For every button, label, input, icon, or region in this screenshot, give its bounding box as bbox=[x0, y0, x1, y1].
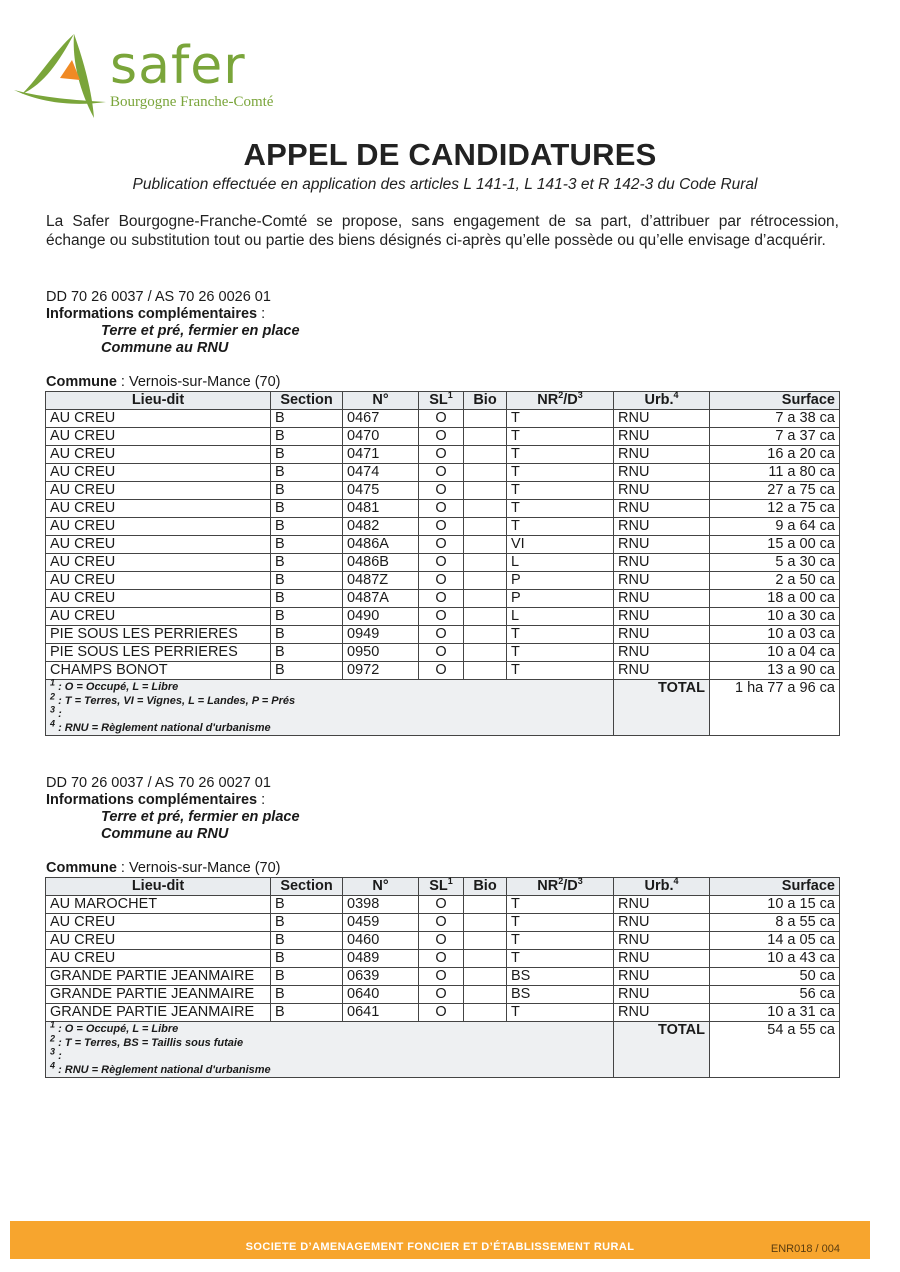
cell-numero: 0489 bbox=[343, 950, 419, 968]
cell-numero: 0475 bbox=[343, 482, 419, 500]
footer-organisation: SOCIETE D’AMENAGEMENT FONCIER ET D’ÉTABLISSEMENT RURAL bbox=[245, 1241, 635, 1253]
cell-section: B bbox=[271, 590, 343, 608]
cell-nr: T bbox=[507, 428, 614, 446]
cell-nr: T bbox=[507, 896, 614, 914]
table-header-row bbox=[46, 878, 840, 896]
cell-bio bbox=[464, 626, 507, 644]
cell-bio bbox=[464, 644, 507, 662]
cell-lieu-dit: AU CREU bbox=[46, 572, 271, 590]
cell-nr: T bbox=[507, 500, 614, 518]
info-label: Informations complémentaires bbox=[46, 306, 258, 322]
cell-section: B bbox=[271, 644, 343, 662]
notes-total-row bbox=[46, 680, 840, 736]
cell-sl: O bbox=[419, 590, 464, 608]
cell-lieu-dit: AU CREU bbox=[46, 536, 271, 554]
cell-surface: 2 a 50 ca bbox=[710, 572, 840, 590]
page-subtitle: Publication effectuée en application des articles L 141-1, L 141-3 et R 142-3 du Code Rural bbox=[132, 176, 758, 193]
cell-bio bbox=[464, 500, 507, 518]
cell-surface: 16 a 20 ca bbox=[710, 446, 840, 464]
footnote: $^2$ : T = Terres, VI = Vignes, L = Landes, P = Prés bbox=[50, 690, 296, 707]
cell-nr: T bbox=[507, 950, 614, 968]
table-row bbox=[46, 464, 840, 482]
cell-bio bbox=[464, 482, 507, 500]
cell-lieu-dit: PIE SOUS LES PERRIERES bbox=[46, 644, 271, 662]
cell-lieu-dit: AU CREU bbox=[46, 554, 271, 572]
info-heading bbox=[46, 306, 840, 323]
cell-bio bbox=[464, 428, 507, 446]
cell-section: B bbox=[271, 968, 343, 986]
cell-lieu-dit: AU CREU bbox=[46, 590, 271, 608]
footnote: $^4$ : RNU = Règlement national d'urbanisme bbox=[50, 717, 271, 734]
table-row bbox=[46, 536, 840, 554]
col-section: Section bbox=[271, 392, 343, 410]
cell-numero: 0487A bbox=[343, 590, 419, 608]
cell-surface: 8 a 55 ca bbox=[710, 914, 840, 932]
cell-urb: RNU bbox=[614, 1004, 710, 1022]
cell-bio bbox=[464, 446, 507, 464]
cell-lieu-dit: PIE SOUS LES PERRIERES bbox=[46, 626, 271, 644]
logo-wordmark: safer bbox=[110, 36, 246, 96]
cell-bio bbox=[464, 554, 507, 572]
cell-urb: RNU bbox=[614, 626, 710, 644]
cell-numero: 0470 bbox=[343, 428, 419, 446]
cell-nr: T bbox=[507, 914, 614, 932]
cell-numero: 0460 bbox=[343, 932, 419, 950]
cell-sl: O bbox=[419, 914, 464, 932]
cell-urb: RNU bbox=[614, 896, 710, 914]
cell-bio bbox=[464, 932, 507, 950]
cell-sl: O bbox=[419, 482, 464, 500]
cell-sl: O bbox=[419, 1004, 464, 1022]
cell-surface: 7 a 38 ca bbox=[710, 410, 840, 428]
footnote: $^1$ : O = Occupé, L = Libre bbox=[50, 677, 179, 693]
info-sep: : bbox=[257, 792, 266, 808]
cell-bio bbox=[464, 608, 507, 626]
commune-value: : Vernois-sur-Mance (70) bbox=[116, 860, 281, 876]
cell-nr: T bbox=[507, 464, 614, 482]
table-row bbox=[46, 572, 840, 590]
footnote: $^3$ : bbox=[50, 704, 62, 720]
cell-sl: O bbox=[419, 536, 464, 554]
info-item: Terre et pré, fermier en place bbox=[101, 323, 300, 339]
cell-numero: 0482 bbox=[343, 518, 419, 536]
cell-surface: 10 a 04 ca bbox=[710, 644, 840, 662]
cell-urb: RNU bbox=[614, 914, 710, 932]
table-row bbox=[46, 932, 840, 950]
info-item: Terre et pré, fermier en place bbox=[101, 809, 300, 825]
cell-bio bbox=[464, 662, 507, 680]
cell-numero: 0640 bbox=[343, 986, 419, 1004]
cell-nr: P bbox=[507, 572, 614, 590]
cell-bio bbox=[464, 896, 507, 914]
cell-section: B bbox=[271, 482, 343, 500]
cell-section: B bbox=[271, 896, 343, 914]
cell-section: B bbox=[271, 986, 343, 1004]
cell-urb: RNU bbox=[614, 482, 710, 500]
cell-nr: T bbox=[507, 518, 614, 536]
cell-sl: O bbox=[419, 986, 464, 1004]
total-value: 1 ha 77 a 96 ca bbox=[710, 680, 840, 736]
cell-sl: O bbox=[419, 428, 464, 446]
cell-lieu-dit: AU CREU bbox=[46, 464, 271, 482]
cell-surface: 7 a 37 ca bbox=[710, 428, 840, 446]
footnote: $^2$ : T = Terres, BS = Taillis sous futaie bbox=[50, 1032, 244, 1049]
cell-section: B bbox=[271, 1004, 343, 1022]
col-nr-d: $NR^2/D^3$ bbox=[507, 878, 614, 896]
lot-reference: DD 70 26 0037 / AS 70 26 0026 01 bbox=[46, 289, 271, 305]
cell-numero: 0641 bbox=[343, 1004, 419, 1022]
cell-urb: RNU bbox=[614, 410, 710, 428]
table-row bbox=[46, 410, 840, 428]
cell-surface: 10 a 03 ca bbox=[710, 626, 840, 644]
cell-urb: RNU bbox=[614, 518, 710, 536]
footer-band bbox=[10, 1221, 870, 1259]
cell-sl: O bbox=[419, 446, 464, 464]
col-sl: $SL^1$ bbox=[419, 392, 464, 410]
table-row bbox=[46, 482, 840, 500]
cell-bio bbox=[464, 1004, 507, 1022]
cell-urb: RNU bbox=[614, 572, 710, 590]
col-numero: N° bbox=[343, 878, 419, 896]
cell-nr: BS bbox=[507, 986, 614, 1004]
cell-surface: 50 ca bbox=[710, 968, 840, 986]
cell-sl: O bbox=[419, 608, 464, 626]
commune-label: Commune bbox=[46, 860, 117, 876]
cell-nr: VI bbox=[507, 536, 614, 554]
info-item: Commune au RNU bbox=[101, 826, 229, 842]
cell-sl: O bbox=[419, 500, 464, 518]
cell-section: B bbox=[271, 518, 343, 536]
cell-lieu-dit: AU MAROCHET bbox=[46, 896, 271, 914]
table-row bbox=[46, 896, 840, 914]
cell-urb: RNU bbox=[614, 644, 710, 662]
cell-numero: 0487Z bbox=[343, 572, 419, 590]
cell-numero: 0949 bbox=[343, 626, 419, 644]
cell-nr: P bbox=[507, 590, 614, 608]
table-row bbox=[46, 500, 840, 518]
table-row bbox=[46, 950, 840, 968]
cell-surface: 10 a 15 ca bbox=[710, 896, 840, 914]
cell-sl: O bbox=[419, 410, 464, 428]
cell-section: B bbox=[271, 428, 343, 446]
col-urb: Urb.$^4$ bbox=[614, 878, 710, 896]
cell-nr: L bbox=[507, 608, 614, 626]
cell-urb: RNU bbox=[614, 554, 710, 572]
cell-lieu-dit: AU CREU bbox=[46, 500, 271, 518]
cell-sl: O bbox=[419, 968, 464, 986]
cell-sl: O bbox=[419, 572, 464, 590]
cell-section: B bbox=[271, 662, 343, 680]
table-row bbox=[46, 590, 840, 608]
cell-urb: RNU bbox=[614, 500, 710, 518]
cell-lieu-dit: AU CREU bbox=[46, 914, 271, 932]
cell-nr: T bbox=[507, 662, 614, 680]
cell-lieu-dit: AU CREU bbox=[46, 608, 271, 626]
cell-surface: 14 a 05 ca bbox=[710, 932, 840, 950]
cell-surface: 10 a 43 ca bbox=[710, 950, 840, 968]
cell-numero: 0459 bbox=[343, 914, 419, 932]
info-item: Commune au RNU bbox=[101, 340, 229, 356]
cell-urb: RNU bbox=[614, 428, 710, 446]
cell-surface: 56 ca bbox=[710, 986, 840, 1004]
cell-section: B bbox=[271, 572, 343, 590]
col-bio: Bio bbox=[464, 392, 507, 410]
cell-surface: 10 a 30 ca bbox=[710, 608, 840, 626]
cell-urb: RNU bbox=[614, 608, 710, 626]
cell-nr: T bbox=[507, 644, 614, 662]
lot-2 bbox=[46, 775, 840, 1078]
cell-numero: 0474 bbox=[343, 464, 419, 482]
cell-nr: T bbox=[507, 410, 614, 428]
col-lieu-dit: Lieu-dit bbox=[46, 392, 271, 410]
table-header-row bbox=[46, 392, 840, 410]
safer-logo bbox=[14, 32, 314, 122]
table-row bbox=[46, 446, 840, 464]
cell-section: B bbox=[271, 500, 343, 518]
cell-lieu-dit: GRANDE PARTIE JEANMAIRE bbox=[46, 986, 271, 1004]
cell-numero: 0639 bbox=[343, 968, 419, 986]
cell-bio bbox=[464, 968, 507, 986]
cell-urb: RNU bbox=[614, 662, 710, 680]
info-sep: : bbox=[257, 306, 266, 322]
cell-section: B bbox=[271, 626, 343, 644]
cell-sl: O bbox=[419, 932, 464, 950]
cell-section: B bbox=[271, 464, 343, 482]
page-title: APPEL DE CANDIDATURES bbox=[243, 137, 657, 172]
cell-numero: 0972 bbox=[343, 662, 419, 680]
col-urb: Urb.$^4$ bbox=[614, 392, 710, 410]
cell-surface: 18 a 00 ca bbox=[710, 590, 840, 608]
cell-surface: 5 a 30 ca bbox=[710, 554, 840, 572]
commune-label: Commune bbox=[46, 374, 117, 390]
cell-section: B bbox=[271, 932, 343, 950]
footnotes bbox=[46, 677, 614, 736]
table-row bbox=[46, 608, 840, 626]
logo-region: Bourgogne Franche-Comté bbox=[110, 94, 274, 110]
cell-sl: O bbox=[419, 464, 464, 482]
cell-nr: T bbox=[507, 1004, 614, 1022]
cell-lieu-dit: AU CREU bbox=[46, 482, 271, 500]
cell-lieu-dit: AU CREU bbox=[46, 518, 271, 536]
lot-1 bbox=[46, 289, 840, 736]
cell-numero: 0471 bbox=[343, 446, 419, 464]
table-body bbox=[46, 410, 840, 680]
cell-sl: O bbox=[419, 896, 464, 914]
cell-surface: 9 a 64 ca bbox=[710, 518, 840, 536]
table-row bbox=[46, 554, 840, 572]
col-sl: $SL^1$ bbox=[419, 878, 464, 896]
cell-surface: 15 a 00 ca bbox=[710, 536, 840, 554]
commune-line bbox=[46, 374, 840, 391]
safer-triangle-leaf-icon bbox=[14, 32, 110, 122]
info-heading bbox=[46, 792, 840, 809]
cell-urb: RNU bbox=[614, 446, 710, 464]
table-row bbox=[46, 914, 840, 932]
cell-numero: 0950 bbox=[343, 644, 419, 662]
cell-numero: 0486B bbox=[343, 554, 419, 572]
cell-urb: RNU bbox=[614, 986, 710, 1004]
cell-lieu-dit: AU CREU bbox=[46, 932, 271, 950]
cell-numero: 0481 bbox=[343, 500, 419, 518]
cell-surface: 12 a 75 ca bbox=[710, 500, 840, 518]
cell-lieu-dit: AU CREU bbox=[46, 446, 271, 464]
lot-reference: DD 70 26 0037 / AS 70 26 0027 01 bbox=[46, 775, 271, 791]
cell-nr: T bbox=[507, 446, 614, 464]
cell-section: B bbox=[271, 554, 343, 572]
cell-bio bbox=[464, 914, 507, 932]
table-row bbox=[46, 986, 840, 1004]
footnote: $^3$ : bbox=[50, 1046, 62, 1062]
footer-doc-code: ENR018 / 004 bbox=[770, 1243, 840, 1255]
cell-lieu-dit: GRANDE PARTIE JEANMAIRE bbox=[46, 968, 271, 986]
cell-urb: RNU bbox=[614, 536, 710, 554]
cell-urb: RNU bbox=[614, 950, 710, 968]
cell-surface: 13 a 90 ca bbox=[710, 662, 840, 680]
cell-numero: 0490 bbox=[343, 608, 419, 626]
commune-line bbox=[46, 860, 840, 877]
col-nr-d: $NR^2/D^3$ bbox=[507, 392, 614, 410]
table-row bbox=[46, 1004, 840, 1022]
total-value: 54 a 55 ca bbox=[710, 1022, 840, 1078]
cell-section: B bbox=[271, 914, 343, 932]
cell-lieu-dit: AU CREU bbox=[46, 428, 271, 446]
cell-bio bbox=[464, 572, 507, 590]
cell-bio bbox=[464, 986, 507, 1004]
commune-value: : Vernois-sur-Mance (70) bbox=[116, 374, 281, 390]
cell-urb: RNU bbox=[614, 968, 710, 986]
table-row bbox=[46, 518, 840, 536]
cell-sl: O bbox=[419, 950, 464, 968]
cell-sl: O bbox=[419, 644, 464, 662]
cell-bio bbox=[464, 536, 507, 554]
cell-nr: T bbox=[507, 626, 614, 644]
cell-section: B bbox=[271, 446, 343, 464]
cell-sl: O bbox=[419, 518, 464, 536]
col-bio: Bio bbox=[464, 878, 507, 896]
cell-sl: O bbox=[419, 554, 464, 572]
footnote: $^4$ : RNU = Règlement national d'urbanisme bbox=[50, 1059, 271, 1076]
table-row bbox=[46, 428, 840, 446]
cell-section: B bbox=[271, 410, 343, 428]
col-surface: Surface bbox=[710, 878, 840, 896]
col-lieu-dit: Lieu-dit bbox=[46, 878, 271, 896]
parcel-table bbox=[45, 877, 840, 1078]
cell-bio bbox=[464, 464, 507, 482]
cell-urb: RNU bbox=[614, 932, 710, 950]
cell-section: B bbox=[271, 950, 343, 968]
cell-lieu-dit: GRANDE PARTIE JEANMAIRE bbox=[46, 1004, 271, 1022]
cell-surface: 27 a 75 ca bbox=[710, 482, 840, 500]
table-row bbox=[46, 968, 840, 986]
footnotes bbox=[46, 1019, 614, 1078]
cell-nr: T bbox=[507, 482, 614, 500]
cell-section: B bbox=[271, 536, 343, 554]
table-row bbox=[46, 626, 840, 644]
cell-section: B bbox=[271, 608, 343, 626]
col-surface: Surface bbox=[710, 392, 840, 410]
total-label: TOTAL bbox=[614, 680, 710, 736]
cell-bio bbox=[464, 950, 507, 968]
cell-surface: 11 a 80 ca bbox=[710, 464, 840, 482]
cell-nr: BS bbox=[507, 968, 614, 986]
cell-sl: O bbox=[419, 662, 464, 680]
notes-total-row bbox=[46, 1022, 840, 1078]
cell-bio bbox=[464, 410, 507, 428]
cell-numero: 0486A bbox=[343, 536, 419, 554]
cell-nr: L bbox=[507, 554, 614, 572]
total-label: TOTAL bbox=[614, 1022, 710, 1078]
cell-lieu-dit: CHAMPS BONOT bbox=[46, 662, 271, 680]
footnote: $^1$ : O = Occupé, L = Libre bbox=[50, 1019, 179, 1035]
cell-lieu-dit: AU CREU bbox=[46, 950, 271, 968]
table-row bbox=[46, 662, 840, 680]
table-body bbox=[46, 896, 840, 1022]
cell-numero: 0467 bbox=[343, 410, 419, 428]
cell-bio bbox=[464, 590, 507, 608]
info-label: Informations complémentaires bbox=[46, 792, 258, 808]
cell-numero: 0398 bbox=[343, 896, 419, 914]
cell-lieu-dit: AU CREU bbox=[46, 410, 271, 428]
table-row bbox=[46, 644, 840, 662]
cell-nr: T bbox=[507, 932, 614, 950]
cell-urb: RNU bbox=[614, 590, 710, 608]
cell-bio bbox=[464, 518, 507, 536]
cell-sl: O bbox=[419, 626, 464, 644]
parcel-table bbox=[45, 391, 840, 736]
col-numero: N° bbox=[343, 392, 419, 410]
col-section: Section bbox=[271, 878, 343, 896]
cell-surface: 10 a 31 ca bbox=[710, 1004, 840, 1022]
intro-paragraph: La Safer Bourgogne-Franche-Comté se propose, sans engagement de sa part, d’attribuer par rétrocession, échange ou substitution tout ou partie des biens désignés ci-après qu’elle possède ou qu’elle envisage d’acquérir. bbox=[46, 213, 839, 249]
cell-urb: RNU bbox=[614, 464, 710, 482]
